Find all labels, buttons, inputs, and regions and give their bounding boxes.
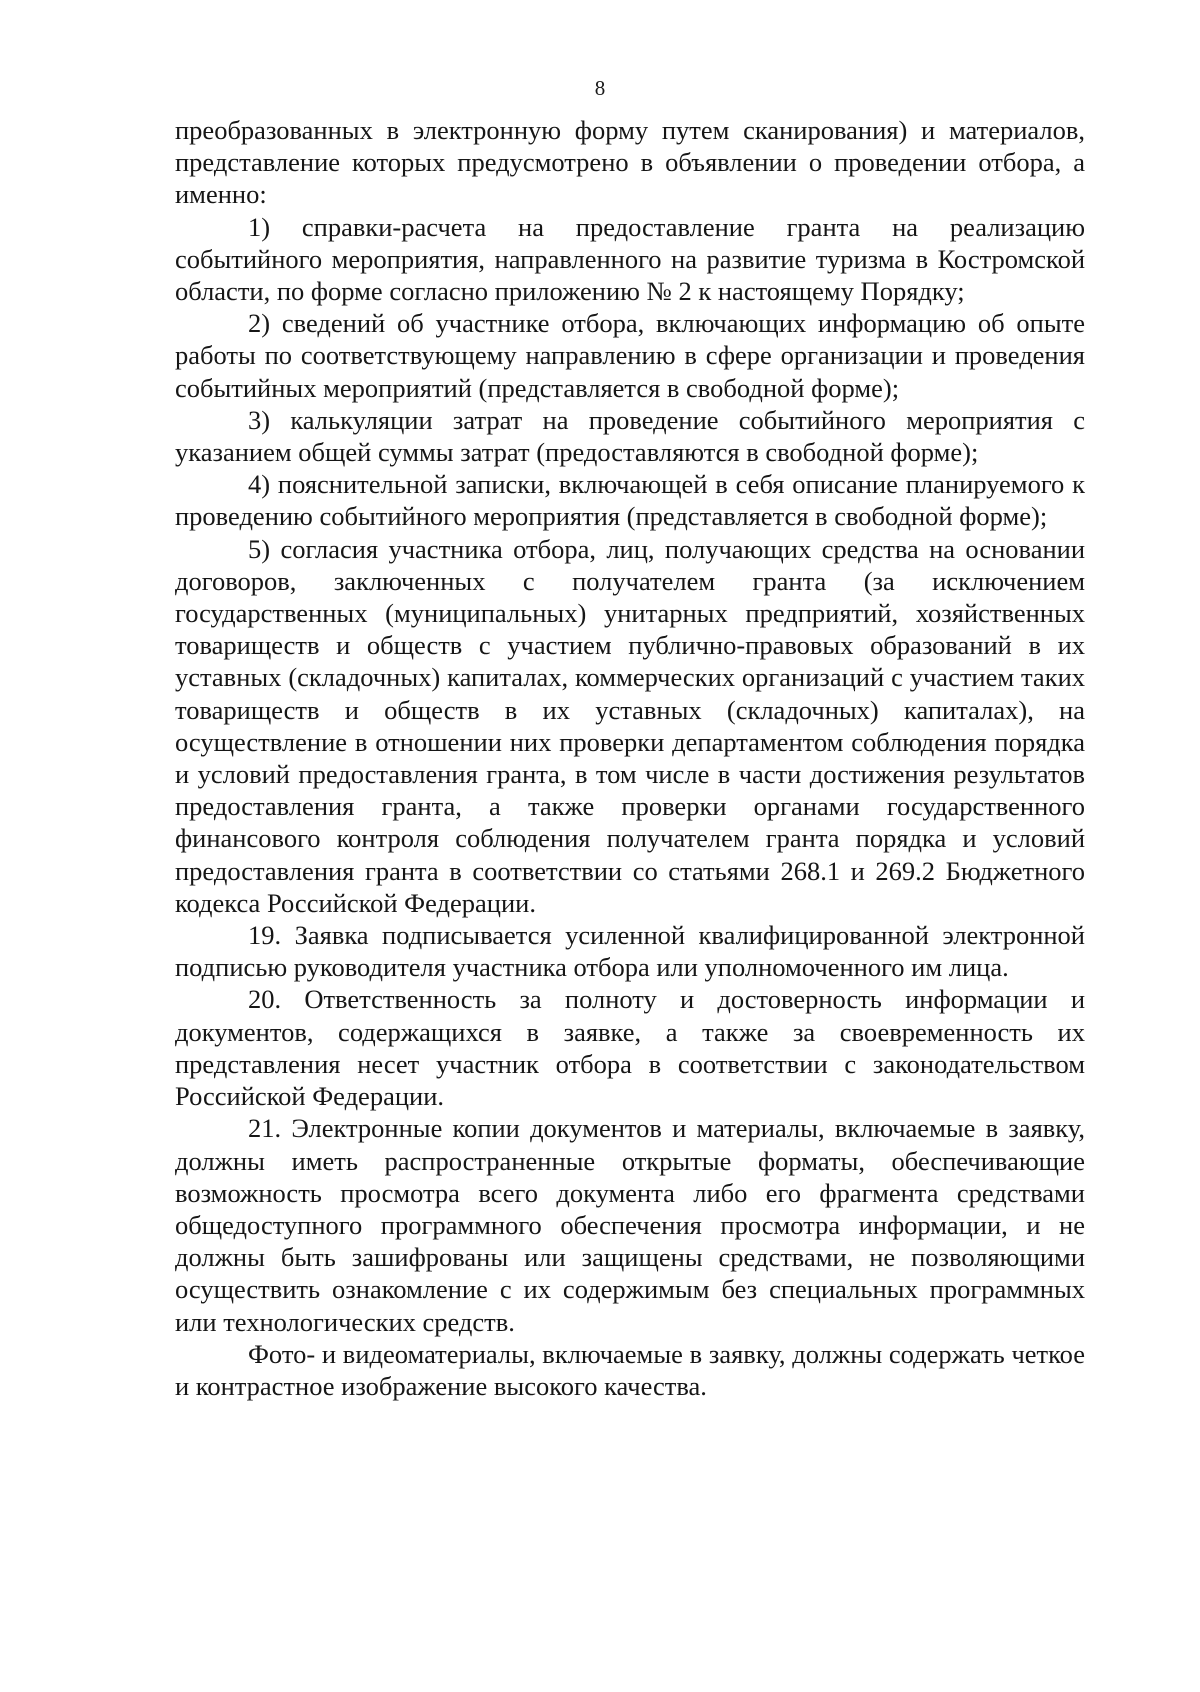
paragraph-item-5: 5) согласия участника отбора, лиц, получающих средства на основании договоров, заключенных с получателем гранта (за исключением государственных (муниципальных) унитарных предприятий, хозяйственных товариществ и обществ с участием публично-правовых образований в их уставных (складочных) капиталах, коммерческих организаций с участием таких товариществ и обществ в их уставных (складочных) капиталах), на осуществление в отношении них проверки департаментом соблюдения порядка и условий предоставления гранта, в том числе в части достижения результатов предоставления гранта, а также проверки органами государственного финансового контроля соблюдения получателем гранта порядка и условий предоставления гранта в соответствии со статьями 268.1 и 269.2 Бюджетного кодекса Российской Федерации.	[175, 533, 1085, 918]
paragraph-continuation: преобразованных в электронную форму путем сканирования) и материалов, представление которых предусмотрено в объявлении о проведении отбора, а именно:	[175, 115, 1085, 210]
paragraph-clause-21: 21. Электронные копии документов и материалы, включаемые в заявку, должны иметь распространенные открытые форматы, обеспечивающие возможность просмотра всего документа либо его фрагмента средствами общедоступного программного обеспечения просмотра информации, и не должны быть зашифрованы или защищены средствами, не позволяющими осуществить ознакомление с их содержимым без специальных программных или технологических средств.	[175, 1113, 1085, 1337]
page-number: 8	[594, 76, 606, 100]
paragraph-item-1: 1) справки-расчета на предоставление гранта на реализацию событийного мероприятия, направленного на развитие туризма в Костромской области, по форме согласно приложению № 2 к настоящему Порядку;	[175, 211, 1085, 307]
paragraph-clause-20: 20. Ответственность за полноту и достоверность информации и документов, содержащихся в заявке, а также за своевременность их представления несет участник отбора в соответствии с законодательством Российской Федерации.	[175, 984, 1085, 1112]
paragraph-item-4: 4) пояснительной записки, включающей в себя описание планируемого к проведению событийного мероприятия (представляется в свободной форме);	[175, 469, 1085, 532]
paragraph-item-2: 2) сведений об участнике отбора, включающих информацию об опыте работы по соответствующему направлению в сфере организации и проведения событийных мероприятий (представляется в свободной форме);	[175, 308, 1085, 403]
document-body	[175, 114, 1085, 1402]
paragraph-item-3: 3) калькуляции затрат на проведение событийного мероприятия с указанием общей суммы затрат (предоставляются в свободной форме);	[175, 404, 1085, 468]
paragraph-media-requirements: Фото- и видеоматериалы, включаемые в заявку, должны содержать четкое и контрастное изображение высокого качества.	[175, 1338, 1085, 1401]
paragraph-clause-19: 19. Заявка подписывается усиленной квалифицированной электронной подписью руководителя участника отбора или уполномоченного им лица.	[175, 920, 1085, 983]
